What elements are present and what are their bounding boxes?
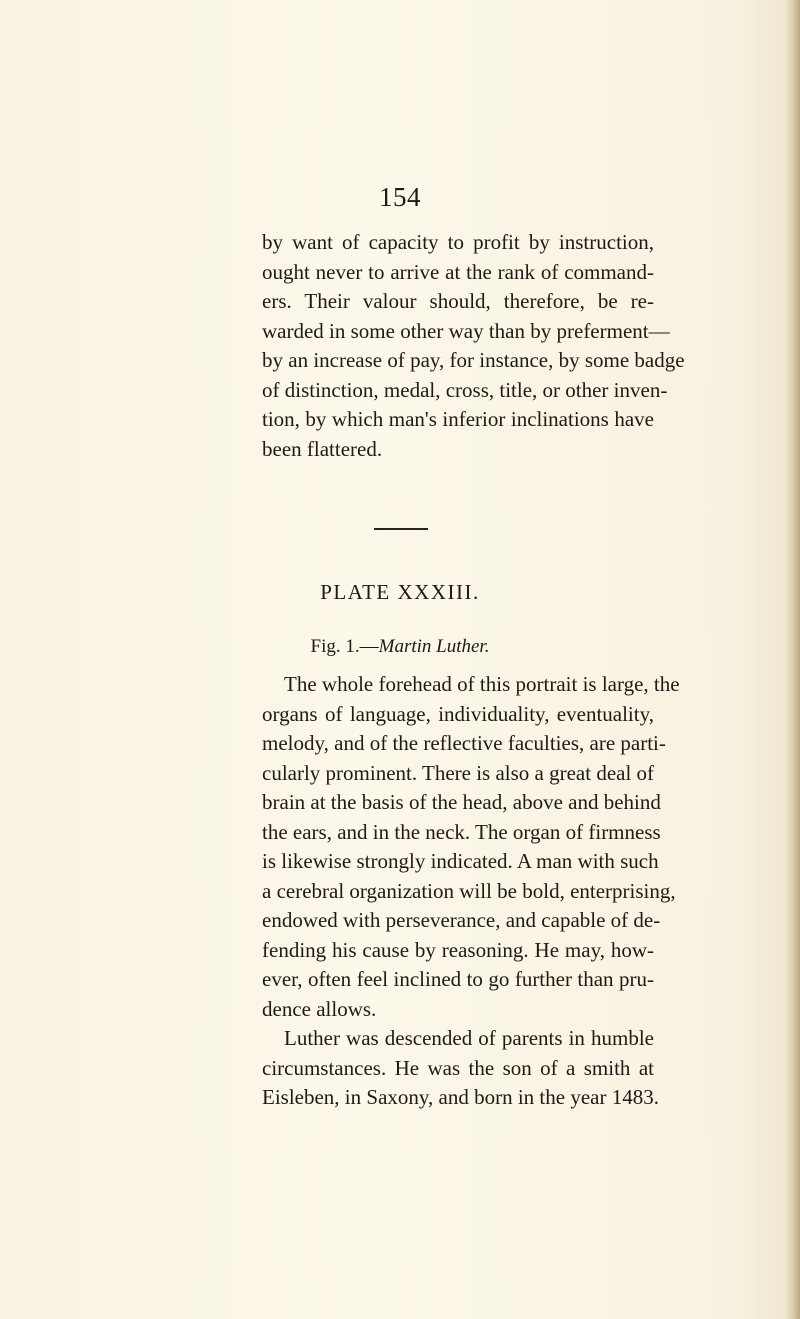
paragraph-line: tion, by which man's inferior inclinations have [262, 407, 654, 431]
paragraph-line: is likewise strongly indicated. A man with such [262, 849, 659, 873]
paragraph-line: The whole forehead of this portrait is large, the [284, 672, 680, 696]
paragraph-line: ever, often feel inclined to go further than pru- [262, 967, 654, 991]
plate-title: PLATE XXXIII. [320, 580, 480, 604]
paragraph-line: ought never to arrive at the rank of command- [262, 259, 654, 284]
paragraph-line: circumstances. He was the son of a smith at [262, 1055, 654, 1080]
paragraph-line: fending his cause by reasoning. He may, how- [262, 937, 654, 962]
paragraph-line: by want of capacity to profit by instruction, [262, 230, 654, 254]
figure-name: Martin Luther. [378, 636, 490, 657]
paragraph-line: dence allows. [262, 996, 377, 1021]
paragraph-3 [262, 1024, 659, 1113]
figure-caption [0, 636, 800, 658]
paragraph-line: endowed with perseverance, and capable of de- [262, 908, 661, 932]
paragraph-line: brain at the basis of the head, above and behind [262, 790, 661, 814]
paragraph-line: by an increase of pay, for instance, by some badge [262, 348, 685, 372]
paragraph-line: organs of language, individuality, eventuality, [262, 701, 654, 726]
page-number: 154 [379, 182, 421, 212]
paragraph-line: of distinction, medal, cross, title, or other inven- [262, 377, 668, 402]
section-divider [374, 528, 428, 530]
paragraph-line: Eisleben, in Saxony, and born in the year 1483. [262, 1085, 659, 1109]
paragraph-line: melody, and of the reflective faculties, are parti- [262, 731, 666, 755]
paragraph-line: cularly prominent. There is also a great deal of [262, 760, 655, 785]
figure-prefix: Fig. 1.— [310, 636, 379, 657]
paragraph-line: ers. Their valour should, therefore, be re- [262, 289, 654, 313]
paragraph-line: Luther was descended of parents in humble [284, 1026, 654, 1050]
paragraph-1 [262, 228, 685, 464]
paragraph-line: a cerebral organization will be bold, enterprising, [262, 878, 676, 903]
paragraph-line: the ears, and in the neck. The organ of firmness [262, 819, 661, 844]
paragraph-2 [262, 670, 680, 1024]
paragraph-line: been flattered. [262, 436, 383, 461]
paragraph-line: warded in some other way than by preferment— [262, 318, 670, 343]
